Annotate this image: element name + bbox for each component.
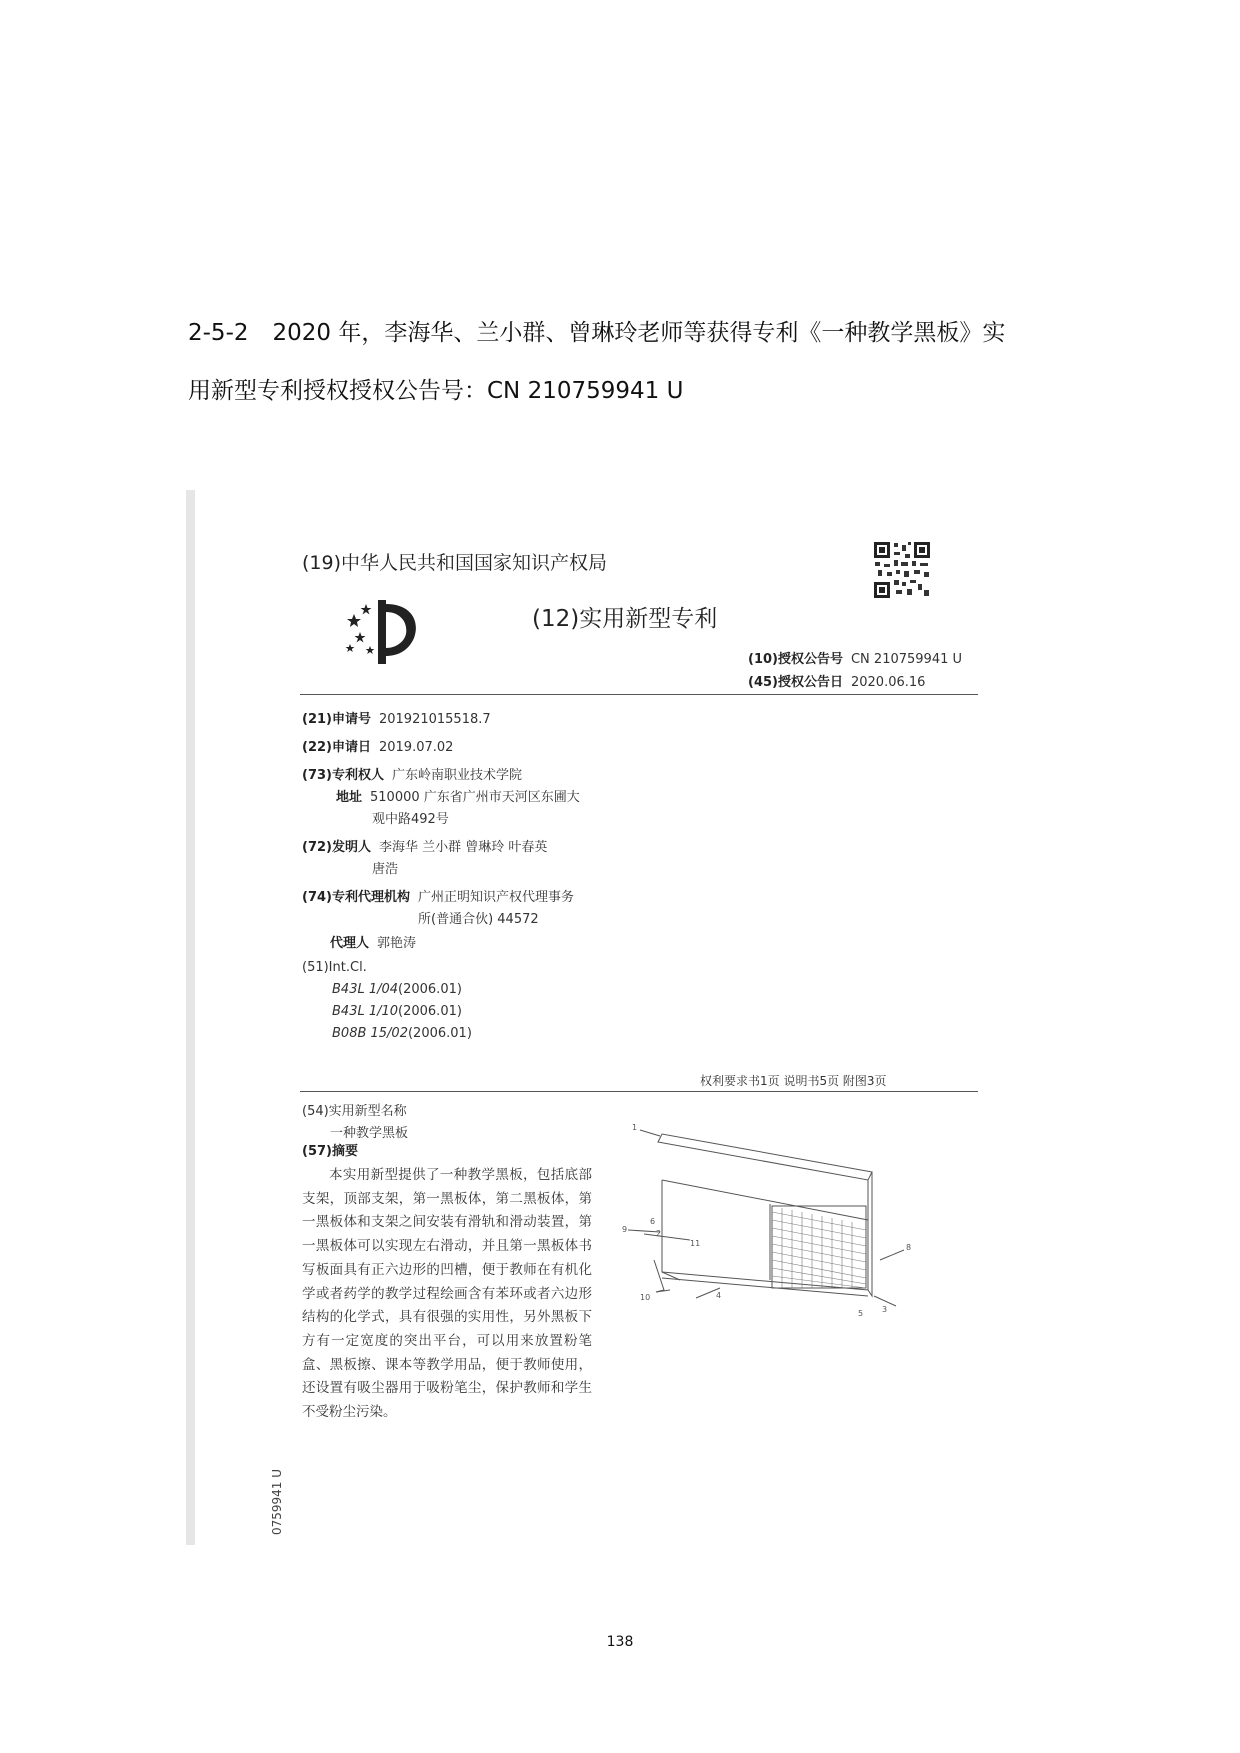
publication-number: CN 210759941 U <box>850 652 963 667</box>
agent-label: 代理人 <box>330 936 370 951</box>
figure-label: 11 <box>690 1239 701 1248</box>
figure-label: 9 <box>622 1225 628 1234</box>
ipc-year: (2006.01) <box>398 1004 462 1019</box>
ipc-year: (2006.01) <box>398 982 462 997</box>
agency-row <box>302 886 574 905</box>
filing-date-row <box>302 736 453 755</box>
publication-date-row <box>748 671 925 690</box>
agent-row <box>330 932 416 951</box>
caption-line-2: 用新型专利授权授权公告号：CN 210759941 U <box>188 378 684 404</box>
page-number: 138 <box>606 1634 634 1650</box>
ipc-entry <box>332 1026 472 1041</box>
patent-scan <box>300 540 980 1540</box>
agent: 郭艳涛 <box>377 936 417 951</box>
figure-label: 10 <box>640 1293 651 1302</box>
patent-office-emblem <box>340 594 426 670</box>
side-publication-number: 0759941 U <box>270 1468 284 1535</box>
patentee-label: (73)专利权人 <box>302 768 384 783</box>
scan-edge-bar <box>186 490 195 1545</box>
caption-number: 2-5-2 <box>188 320 249 346</box>
publication-number-row <box>748 648 962 667</box>
application-number: 201921015518.7 <box>378 712 491 727</box>
figure-label: 1 <box>632 1123 638 1132</box>
filing-date: 2019.07.02 <box>378 740 454 755</box>
abstract-label: (57)摘要 <box>302 1144 358 1159</box>
agency-line-1: 广州正明知识产权代理事务 <box>417 890 574 905</box>
pages-summary: 权利要求书1页 说明书5页 附图3页 <box>700 1074 887 1088</box>
figure-label: 3 <box>882 1305 888 1314</box>
ipc-entry <box>332 982 462 997</box>
patent-office: (19)中华人民共和国国家知识产权局 <box>302 552 608 574</box>
abstract <box>302 1164 592 1425</box>
blackboard-drawing <box>620 1120 920 1320</box>
title-label: (54)实用新型名称 <box>302 1104 407 1119</box>
figure-label: 5 <box>858 1309 864 1318</box>
ipc-code: B43L 1/04 <box>332 982 399 997</box>
figure-label: 8 <box>906 1243 912 1252</box>
divider-middle <box>300 1091 978 1092</box>
inventors-row <box>302 836 547 855</box>
inventors-label: (72)发明人 <box>302 840 371 855</box>
patent-type: (12)实用新型专利 <box>532 606 718 632</box>
figure-label: 2 <box>656 1229 662 1238</box>
caption-line-1 <box>188 322 1068 345</box>
address-row <box>336 786 580 805</box>
figure-label: 6 <box>650 1217 656 1226</box>
ipc-code: B08B 15/02 <box>332 1026 408 1041</box>
inventors-line-1: 李海华 兰小群 曾琳玲 叶春英 <box>378 840 548 855</box>
qr-code-icon <box>872 540 932 600</box>
address-line-2: 观中路492号 <box>372 812 449 827</box>
application-number-row <box>302 708 491 727</box>
agency-label: (74)专利代理机构 <box>302 890 410 905</box>
caption-text-1: 2020 年，李海华、兰小群、曾琳玲老师等获得专利《一种教学黑板》实 <box>272 320 1006 346</box>
ipc-code: B43L 1/10 <box>332 1004 399 1019</box>
publication-date-label: (45)授权公告日 <box>748 675 843 690</box>
address-line-1: 510000 广东省广州市天河区东圃大 <box>370 790 580 805</box>
patentee-row <box>302 764 522 783</box>
filing-date-label: (22)申请日 <box>302 740 371 755</box>
patentee: 广东岭南职业技术学院 <box>391 768 522 783</box>
agency-line-2: 所(普通合伙) 44572 <box>418 912 539 927</box>
publication-number-label: (10)授权公告号 <box>748 652 843 667</box>
publication-date: 2020.06.16 <box>850 675 926 690</box>
int-cl-label: (51)Int.Cl. <box>302 960 367 975</box>
inventors-line-2: 唐浩 <box>372 862 399 877</box>
ipc-entry <box>332 1004 462 1019</box>
address-label: 地址 <box>336 790 363 805</box>
utility-model-title: 一种教学黑板 <box>330 1126 409 1141</box>
abstract-text: 本实用新型提供了一种教学黑板，包括底部支架，顶部支架，第一黑板体，第二黑板体，第一黑板体和支架之间安装有滑轨和滑动装置，第一黑板体可以实现左右滑动，并且第一黑板体书写板面具有正六边形的凹槽，便于教师在有机化学或者药学的教学过程绘画含有苯环或者六边形结构的化学式，具有很强的实用性，另外黑板下方有一定宽度的突出平台，可以用来放置粉笔盒、黑板擦、课本等教学用品，便于教师使用，还设置有吸尘器用于吸粉笔尘，保护教师和学生不受粉尘污染。 <box>302 1167 592 1421</box>
figure-label: 4 <box>716 1291 722 1300</box>
divider-top <box>300 694 978 695</box>
application-number-label: (21)申请号 <box>302 712 371 727</box>
ipc-year: (2006.01) <box>407 1026 472 1041</box>
